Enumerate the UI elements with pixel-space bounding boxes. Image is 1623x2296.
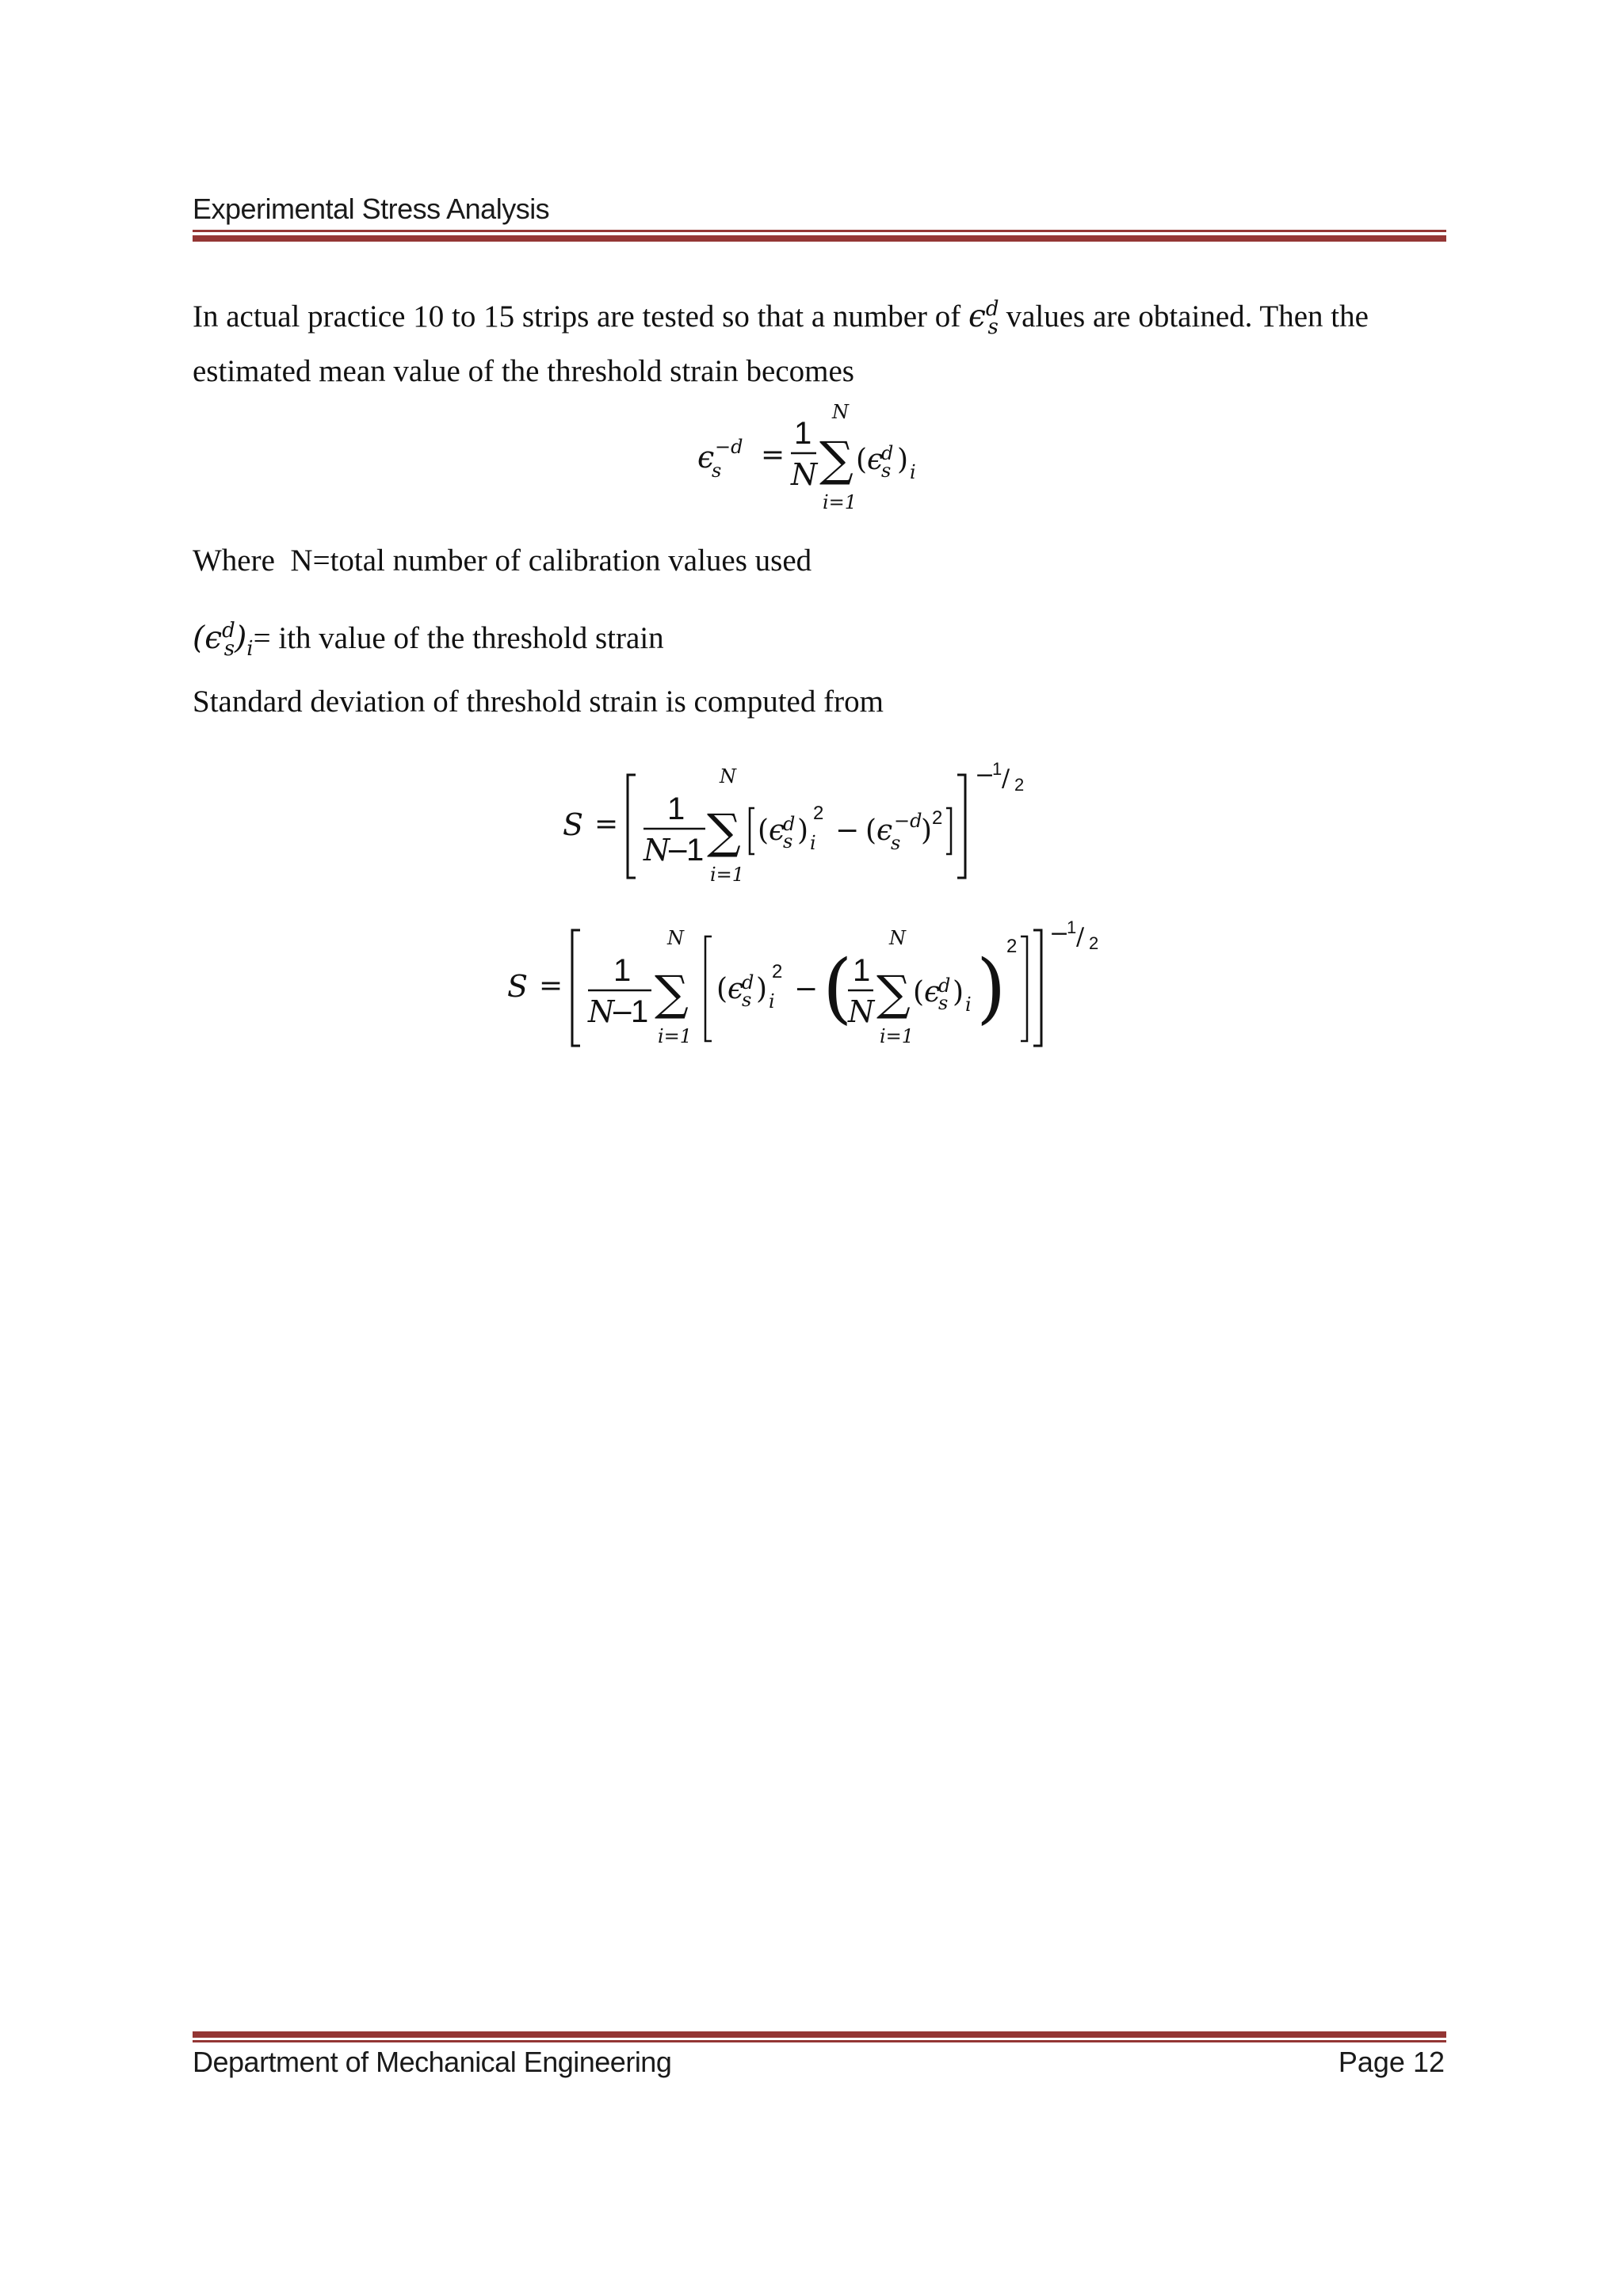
svg-text:1: 1	[667, 791, 685, 826]
svg-text:∑: ∑	[655, 966, 689, 1021]
footer-rule-thick	[193, 2031, 1446, 2038]
svg-text:=: =	[761, 439, 785, 471]
svg-text:s: s	[742, 989, 752, 1011]
svg-text:N: N	[667, 927, 684, 949]
svg-text:∑: ∑	[876, 966, 911, 1021]
ith-definition: = ith value of the threshold strain	[253, 621, 664, 655]
svg-text:1: 1	[794, 416, 812, 451]
header-rule-thick	[193, 235, 1446, 242]
svg-text:i=1: i=1	[658, 1025, 693, 1047]
svg-text:S: S	[507, 969, 529, 1004]
footer-rule-thin	[193, 2040, 1446, 2042]
svg-text:S: S	[563, 807, 584, 842]
svg-text:∑: ∑	[819, 432, 854, 487]
svg-text:−d: −d	[894, 810, 922, 832]
svg-text:i: i	[769, 990, 775, 1013]
header-rule-thin	[193, 230, 1446, 232]
svg-text:2: 2	[1089, 933, 1099, 953]
where-label: Where	[193, 543, 275, 578]
svg-text:(: (	[913, 976, 925, 1009]
svg-text:=: =	[539, 970, 563, 1002]
where-definition: N=total number of calibration values used	[290, 543, 812, 578]
svg-text:d: d	[783, 813, 796, 835]
svg-text:2: 2	[1006, 936, 1018, 957]
svg-text:2: 2	[1014, 775, 1025, 795]
equation-std-2	[499, 913, 1149, 1067]
footer-department: Department of Mechanical Engineering	[193, 2046, 672, 2078]
ith-symbol: $(\epsilon^d_s)_i$	[193, 619, 254, 661]
paragraph-intro	[193, 287, 1453, 394]
footer-page-number: Page 12	[1338, 2046, 1445, 2078]
svg-text:i=1: i=1	[823, 491, 857, 513]
svg-text:(: (	[716, 973, 728, 1005]
svg-text:ϵ: ϵ	[876, 814, 893, 847]
svg-text:i: i	[810, 832, 816, 854]
svg-text:1: 1	[1067, 917, 1077, 937]
svg-text:N: N	[588, 994, 615, 1029]
svg-text:N: N	[848, 994, 875, 1029]
svg-text:2: 2	[932, 807, 943, 829]
svg-text:N: N	[643, 833, 670, 868]
svg-text:−: −	[666, 835, 690, 868]
svg-text:−: −	[975, 761, 995, 789]
header-title: Experimental Stress Analysis	[193, 193, 550, 225]
svg-text:s: s	[712, 460, 722, 482]
svg-text:d: d	[742, 971, 754, 994]
svg-text:s: s	[783, 830, 793, 852]
svg-text:(: (	[758, 814, 769, 847]
svg-text:1: 1	[992, 759, 1002, 779]
paragraph-intro-part1: In actual practice 10 to 15 strips are tested so that a number of	[193, 299, 961, 334]
svg-text:=: =	[594, 808, 619, 841]
svg-text:−: −	[1049, 920, 1070, 948]
equation-std-1	[555, 751, 1094, 898]
svg-text:N: N	[889, 927, 906, 949]
svg-text:ϵ: ϵ	[697, 440, 715, 475]
svg-text:(: (	[856, 444, 868, 476]
svg-text:i: i	[965, 994, 972, 1016]
svg-text:1: 1	[853, 953, 871, 988]
svg-text:/: /	[1002, 765, 1010, 792]
svg-text:1: 1	[613, 953, 632, 988]
ith-line	[193, 608, 1453, 671]
svg-text:(: (	[865, 814, 877, 847]
svg-text:N: N	[832, 401, 849, 423]
svg-text:2: 2	[813, 803, 824, 824]
equation-mean	[689, 396, 959, 527]
svg-text:(: (	[823, 944, 853, 1032]
svg-text:ϵ: ϵ	[727, 973, 744, 1005]
threshold-strain-symbol: $\epsilon^d_s$	[968, 297, 999, 339]
svg-text:i: i	[910, 461, 916, 483]
svg-text:/: /	[1076, 923, 1085, 951]
where-line	[193, 539, 1453, 583]
svg-text:s: s	[938, 992, 949, 1014]
svg-text:d: d	[938, 974, 951, 997]
svg-text:s: s	[891, 832, 901, 854]
svg-text:−: −	[610, 997, 635, 1029]
svg-text:−: −	[835, 814, 860, 847]
svg-text:−d: −d	[715, 436, 743, 458]
svg-text:): )	[756, 973, 768, 1005]
svg-text:i=1: i=1	[880, 1025, 915, 1047]
svg-text:d: d	[881, 442, 894, 464]
svg-text:ϵ: ϵ	[769, 814, 785, 847]
svg-text:): )	[921, 814, 933, 847]
svg-text:i=1: i=1	[710, 864, 745, 886]
svg-text:): )	[953, 976, 964, 1009]
std-line: Standard deviation of threshold strain is computed from	[193, 685, 884, 719]
svg-text:ϵ: ϵ	[867, 444, 884, 476]
svg-text:): )	[797, 814, 809, 847]
svg-text:s: s	[881, 460, 892, 482]
svg-text:): )	[897, 444, 909, 476]
svg-text:1: 1	[631, 994, 649, 1029]
svg-text:1: 1	[686, 833, 705, 868]
svg-text:ϵ: ϵ	[924, 976, 941, 1009]
svg-text:N: N	[791, 457, 818, 492]
svg-text:2: 2	[772, 961, 783, 982]
svg-text:N: N	[720, 765, 736, 788]
svg-text:∑: ∑	[707, 804, 741, 860]
svg-text:): )	[976, 944, 1006, 1032]
svg-text:−: −	[794, 973, 819, 1005]
paragraph-intro-part2: values are obtained. Then the estimated mean value of the threshold strain becomes	[193, 299, 1369, 388]
